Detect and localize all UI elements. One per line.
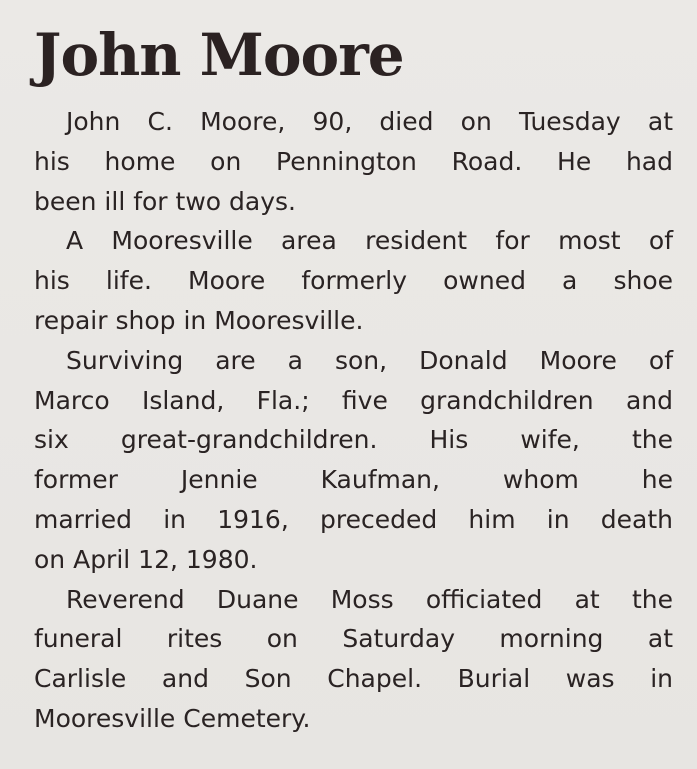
text-line: Reverend Duane Moss officiated at the xyxy=(66,584,673,614)
paragraph-death-notice xyxy=(34,102,673,221)
text-line: Marco Island, Fla.; five grandchildren and xyxy=(34,385,673,415)
text-line: his life. Moore formerly owned a shoe xyxy=(34,266,673,296)
text-line: six great-grandchildren. His wife, the xyxy=(34,425,673,455)
text-line: his home on Pennington Road. He had xyxy=(34,146,673,176)
headline: John Moore xyxy=(34,21,404,89)
text-line: former Jennie Kaufman, whom he xyxy=(34,465,673,495)
text-line: on April 12, 1980. xyxy=(34,544,258,574)
text-line: Carlisle and Son Chapel. Burial was in xyxy=(34,664,673,694)
paragraph-residence xyxy=(34,221,673,340)
text-line: been ill for two days. xyxy=(34,186,296,216)
text-line: Mooresville Cemetery. xyxy=(34,703,311,733)
text-line: married in 1916, preceded him in death xyxy=(34,504,673,534)
text-line: Surviving are a son, Donald Moore of xyxy=(66,345,673,375)
text-line: repair shop in Mooresville. xyxy=(34,305,364,335)
text-line: John C. Moore, 90, died on Tuesday at xyxy=(66,107,673,136)
paragraph-survivors xyxy=(34,341,673,580)
paragraph-funeral xyxy=(34,580,673,739)
text-line: A Mooresville area resident for most of xyxy=(66,226,673,256)
text-line: funeral rites on Saturday morning at xyxy=(34,624,673,654)
